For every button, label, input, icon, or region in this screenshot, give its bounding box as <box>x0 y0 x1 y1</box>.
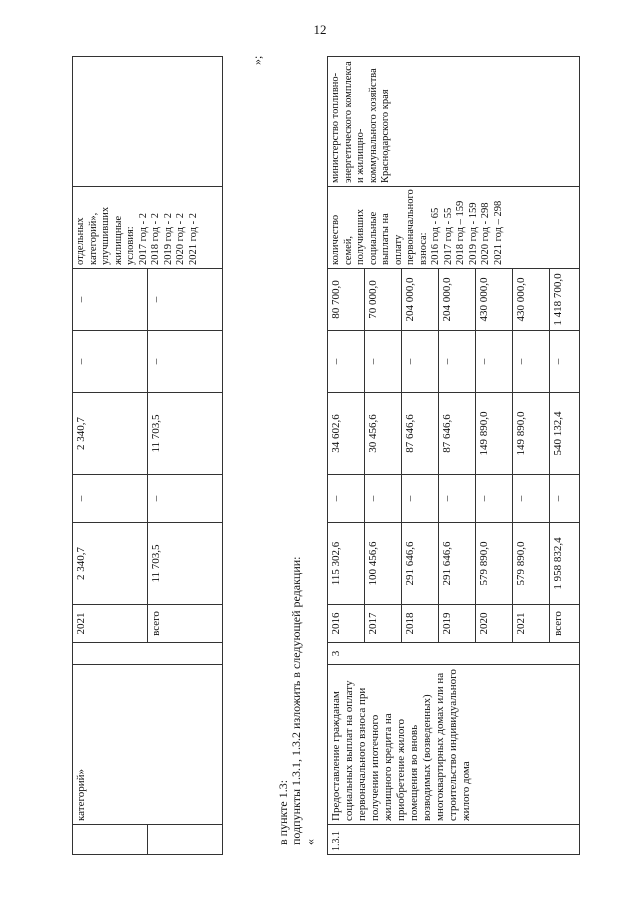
main-indicator: количество семей, получивших социальные выплаты на оплату первоначального взноса: 2016 год - 65 2017 год - 55 2018 год – 159 2019 год - 159 2020 год - 298 2021 год – 298 <box>328 187 580 269</box>
vb-cell: 204 000,0 <box>402 269 439 331</box>
total-cell: 100 456,6 <box>365 523 402 605</box>
instruction-line-2: подпункты 1.3.1, 1.3.2 изложить в следующей редакции: <box>289 556 303 845</box>
year-cell: 2021 <box>513 605 550 643</box>
fb-cell-sum: – <box>550 475 580 523</box>
vb-cell-sum: 1 418 700,0 <box>550 269 580 331</box>
cont-year-total: всего <box>148 605 223 643</box>
kb-cell: 34 602,6 <box>328 393 365 475</box>
cont-responsible-cell <box>73 57 223 187</box>
opening-quote: « <box>303 839 317 845</box>
main-table <box>327 56 580 855</box>
total-cell: 579 890,0 <box>476 523 513 605</box>
mb-cell: – <box>328 331 365 393</box>
cont-year-2021: 2021 <box>73 605 148 643</box>
main-source-code: 3 <box>328 643 580 665</box>
cont-indicator: отдельных категорий», улучшивших жилищные условия: 2017 год - 2 2018 год - 2 2019 год - 2 2020 год - 2 2021 год - 2 <box>73 187 223 269</box>
row-number: 1.3.1 <box>328 825 580 855</box>
continuation-table <box>72 56 223 855</box>
total-cell: 579 890,0 <box>513 523 550 605</box>
total-cell: 291 646,6 <box>439 523 476 605</box>
fb-cell: – <box>365 475 402 523</box>
fb-cell: – <box>328 475 365 523</box>
year-cell: 2017 <box>365 605 402 643</box>
fb-cell: – <box>513 475 550 523</box>
mb-cell: – <box>365 331 402 393</box>
cont-fb-sum: – <box>148 475 223 523</box>
year-cell: 2016 <box>328 605 365 643</box>
year-cell: 2019 <box>439 605 476 643</box>
kb-cell-sum: 540 132,4 <box>550 393 580 475</box>
main-responsible: министерство топливно-энергетического комплекса и жилищно-коммунального хозяйства Краснодарского края <box>328 57 580 187</box>
instruction-line-1: в пункте 1.3: <box>276 779 290 845</box>
mb-cell: – <box>402 331 439 393</box>
vb-cell: 80 700,0 <box>328 269 365 331</box>
vb-cell: 430 000,0 <box>513 269 550 331</box>
main-description: Предоставление гражданам социальных выплат на оплату первоначального взноса при получении ипотечного жилищного кредита на приобретение жилого помещения во вновь возводимых (возведенных) многоквартирных домах или на строительство индивидуального жилого дома <box>328 665 580 825</box>
cont-mb-2021: – <box>73 331 148 393</box>
cont-kb-2021: 2 340,7 <box>73 393 148 475</box>
kb-cell: 149 890,0 <box>513 393 550 475</box>
total-cell: 291 646,6 <box>402 523 439 605</box>
mb-cell: – <box>476 331 513 393</box>
cont-code-cell <box>73 643 223 665</box>
closing-quote: »; <box>250 55 264 65</box>
rotated-content <box>72 55 572 855</box>
vb-cell: 430 000,0 <box>476 269 513 331</box>
total-cell-sum: 1 958 832,4 <box>550 523 580 605</box>
year-cell: 2018 <box>402 605 439 643</box>
year-cell: 2020 <box>476 605 513 643</box>
fb-cell: – <box>402 475 439 523</box>
cont-total-2021: 2 340,7 <box>73 523 148 605</box>
cont-num-cell <box>73 825 148 855</box>
cont-description: категорий» <box>73 665 223 825</box>
cont-vb-2021: – <box>73 269 148 331</box>
cont-fb-2021: – <box>73 475 148 523</box>
kb-cell: 87 646,6 <box>439 393 476 475</box>
mb-cell: – <box>439 331 476 393</box>
mb-cell: – <box>513 331 550 393</box>
mb-cell-sum: – <box>550 331 580 393</box>
fb-cell: – <box>439 475 476 523</box>
page-number: 12 <box>313 22 327 37</box>
cont-vb-sum: – <box>148 269 223 331</box>
cont-total-sum: 11 703,5 <box>148 523 223 605</box>
vb-cell: 70 000,0 <box>365 269 402 331</box>
cont-mb-sum: – <box>148 331 223 393</box>
kb-cell: 30 456,6 <box>365 393 402 475</box>
cont-kb-sum: 11 703,5 <box>148 393 223 475</box>
kb-cell: 87 646,6 <box>402 393 439 475</box>
total-cell: 115 302,6 <box>328 523 365 605</box>
kb-cell: 149 890,0 <box>476 393 513 475</box>
year-cell-total: всего <box>550 605 580 643</box>
cont-num-cell-2 <box>148 825 223 855</box>
vb-cell: 204 000,0 <box>439 269 476 331</box>
fb-cell: – <box>476 475 513 523</box>
